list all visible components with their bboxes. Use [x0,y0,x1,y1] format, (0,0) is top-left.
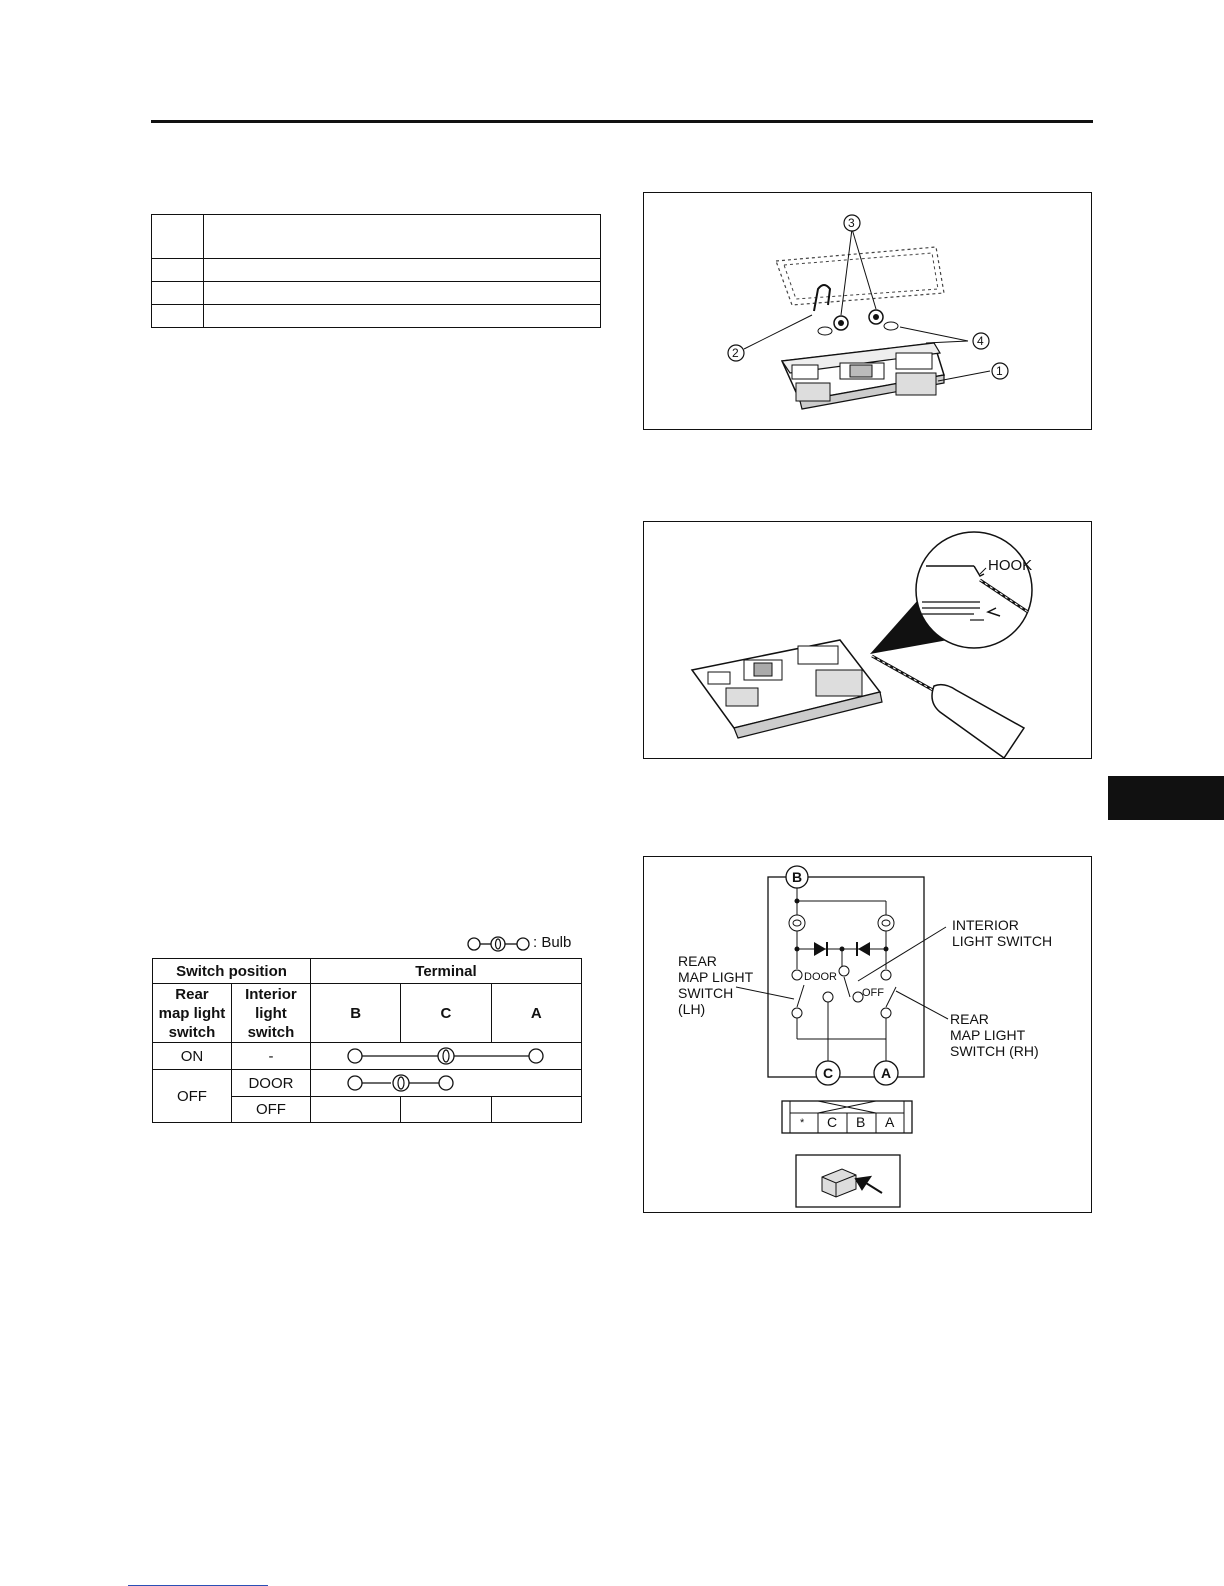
removal-figure [643,192,1092,430]
interior-light-switch-label: INTERIOR LIGHT SWITCH [952,917,1053,949]
hook-label: HOOK [988,557,1033,574]
callout-4: 4 [977,334,984,348]
connector-pin: A [885,1114,895,1130]
terminal-a-label: A [881,1065,892,1081]
section-tab [1108,776,1224,820]
table-row [153,984,582,1043]
rear-switch-value: ON [153,1043,232,1070]
map-light-exploded-illustration [644,193,1091,429]
continuity-cell [310,1070,581,1097]
interior-light-switch-header: Interior light switch [231,984,310,1043]
bulb-legend [466,934,586,954]
continuity-cell [310,1043,581,1070]
rear-map-light-switch-header: Rear map light switch [153,984,232,1043]
interior-switch-value: - [231,1043,310,1070]
terminal-c-label: C [823,1065,834,1081]
terminal-b-header: B [310,984,400,1043]
hook-release-figure [643,521,1092,759]
table-row [152,305,601,328]
bulb-legend-label: : Bulb [533,934,572,951]
door-label: DOOR [804,971,837,983]
interior-switch-value: DOOR [231,1070,310,1097]
rear-map-light-switch-lh-label: REAR MAP LIGHT SWITCH (LH) [678,953,754,1017]
rear-switch-value: OFF [153,1070,232,1123]
continuity-b-c-a-icon [311,1043,581,1069]
switch-inspection-table [152,958,582,1123]
terminal-b-label: B [792,869,803,885]
rear-map-light-switch-rh-label: REAR MAP LIGHT SWITCH (RH) [950,1011,1039,1059]
connector-pin: B [856,1114,866,1130]
connector-pin: C [827,1114,838,1130]
connector-pin: * [800,1117,805,1129]
circuit-figure [643,856,1092,1213]
callout-2: 2 [732,346,739,360]
callout-1: 1 [996,364,1003,378]
callout-3: 3 [848,216,855,230]
table-row [153,1070,582,1097]
terminal-header: Terminal [310,959,581,984]
terminal-a-header: A [491,984,581,1043]
continuity-b-c-icon [311,1070,581,1096]
bulb-symbol-icon [466,934,532,954]
table-row [152,282,601,305]
header-rule [151,120,1093,123]
table-row [153,959,582,984]
table-row [153,1043,582,1070]
table-row [152,259,601,282]
interior-switch-value: OFF [231,1097,310,1123]
parts-legend-table [151,214,601,328]
terminal-c-header: C [401,984,491,1043]
off-label: OFF [862,987,884,999]
table-row [152,215,601,259]
switch-position-header: Switch position [153,959,311,984]
